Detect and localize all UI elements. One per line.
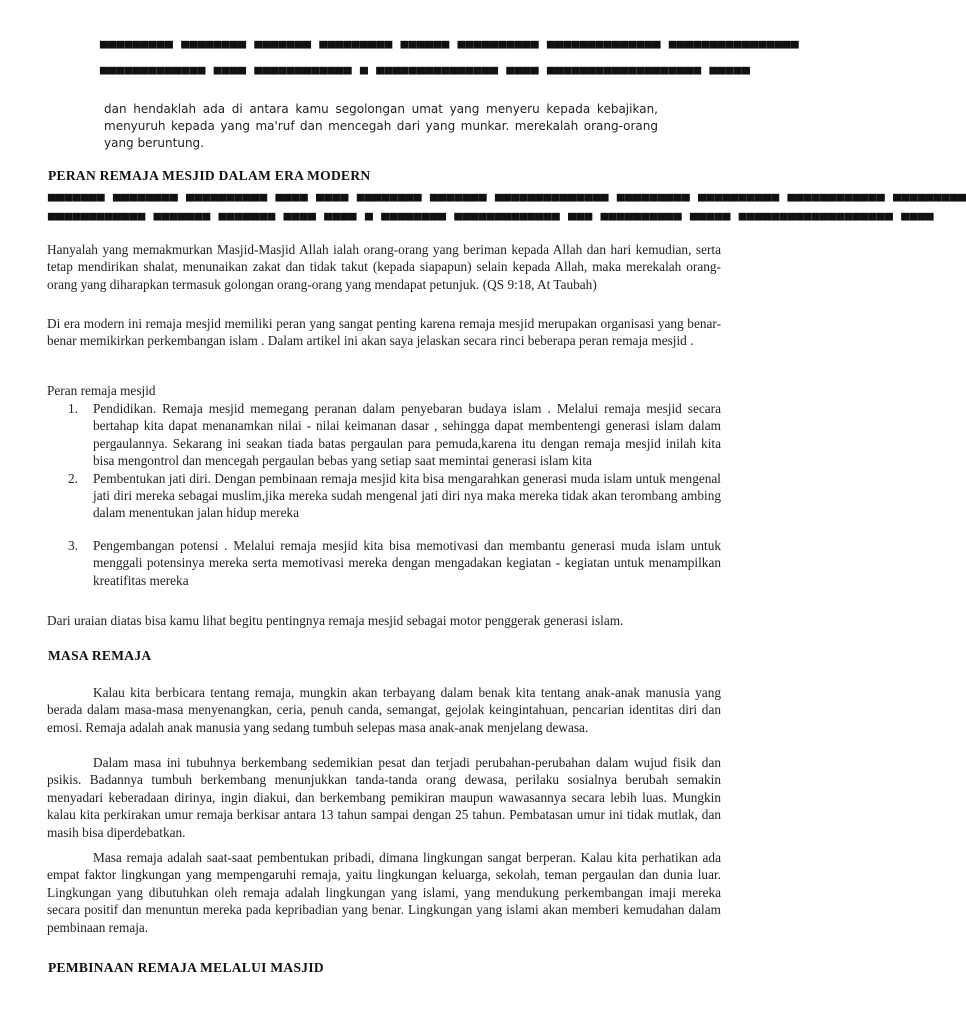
list-item-text: Pembentukan jati diri. Dengan pembinaan remaja mesjid kita bisa mengarahkan generasi muda islam untuk mengenal jati diri mereka sebagai muslim,jika mereka sudah mengenal jati diri nya maka mereka tidak akan terombang ambing dalam menentukan jalan hidup mereka bbox=[93, 470, 721, 521]
conclusion-paragraph: Dari uraian diatas bisa kamu lihat begitu pentingnya remaja mesjid sebagai motor penggerak generasi islam. bbox=[47, 613, 624, 628]
verse-2-translation: Hanyalah yang memakmurkan Masjid-Masjid Allah ialah orang-orang yang beriman kepada Allah dan hari kemudian, serta tetap mendirikan shalat, menunaikan zakat dan tidak takut (kepada siapapun) selain kepada Allah, maka merekalah orang-orang yang diharapkan termasuk golongan orang-orang yang mendapat petunjuk. (QS 9:18, At Taubah) bbox=[47, 242, 721, 292]
section-heading-pembinaan-remaja: PEMBINAAN REMAJA MELALUI MASJID bbox=[48, 960, 324, 975]
list-item-text: Pengembangan potensi . Melalui remaja mesjid kita bisa memotivasi dan membantu generasi muda islam untuk menggali potensinya mereka serta memotivasi mereka dengan mengadakan kegiatan - kegiatan untuk menampilkan kreatifitas mereka bbox=[93, 537, 721, 588]
list-item bbox=[48, 537, 721, 589]
masa-remaja-paragraph-3: Masa remaja adalah saat-saat pembentukan pribadi, dimana lingkungan sangat berperan. Kalau kita perhatikan ada empat faktor lingkungan yang mempengaruhi remaja, yaitu lingkungan keluarga, sekolah, teman pergaulan dan dunia luar. Lingkungan yang dibutuhkan oleh remaja adalah lingkungan yang islami, yang mendukung perkembangan imaji mereka secara positif dan menuntun mereka pada kepribadian yang benar. Lingkungan yang islami akan memberi kemudahan dalam pembinaan remaja. bbox=[47, 850, 721, 935]
arabic-verse-1-line-2: ▀▀▀▀▀▀▀▀▀▀▀▀▀ ▀▀▀▀ ▀▀▀▀▀▀▀▀▀▀▀▀ ▀ ▀▀▀▀▀▀▀▀▀▀▀▀▀▀▀ ▀▀▀▀ ▀▀▀▀▀▀▀▀▀▀▀▀▀▀▀▀▀▀▀ ▀▀▀▀▀ bbox=[100, 68, 751, 83]
section-heading-peran-remaja: PERAN REMAJA MESJID DALAM ERA MODERN bbox=[48, 168, 371, 183]
verse-1-translation: dan hendaklah ada di antara kamu segolongan umat yang menyeru kepada kebajikan, menyuruh kepada yang ma'ruf dan mencegah dari yang munkar. merekalah orang-orang yang beruntung. bbox=[104, 102, 658, 150]
masa-remaja-paragraph-2: Dalam masa ini tubuhnya berkembang sedemikian pesat dan terjadi perubahan-perubahan dalam wujud fisik dan psikis. Badannya tumbuh berkembang menunjukkan tanda-tanda orang dewasa, perilaku sosialnya berubah semakin menyadari keberadaan dirinya, ingin diakui, dan berkembang pemikiran maupun wawasannya secara lebih luas. Mungkin kalau kita perkirakan umur remaja berkisar antara 13 tahun sampai dengan 25 tahun. Pembatasan umur ini tidak mutlak, dan masih bisa diperdebatkan. bbox=[47, 755, 721, 840]
roles-list bbox=[48, 400, 721, 589]
list-item bbox=[48, 400, 721, 470]
list-item-number: 2. bbox=[68, 470, 78, 486]
list-item-text: Pendidikan. Remaja mesjid memegang peranan dalam penyebaran budaya islam . Melalui remaja mesjid secara bertahap kita dapat menanamkan nilai - nilai keimanan dasar , sehingga dapat membentengi generasi islam dalam pergaulannya. Sekarang ini seakan tiada batas pergaulan para pemuda,karena itu dengan remaja mesjid inilah kita bisa mengontrol dan mencegah pergaulan bebas yang setiap saat memintai generasi islam kita bbox=[93, 401, 721, 469]
arabic-verse-2-line-1: ▀▀▀▀▀▀▀ ▀▀▀▀▀▀▀▀ ▀▀▀▀▀▀▀▀▀▀ ▀▀▀▀ ▀▀▀▀ ▀▀▀▀▀▀▀▀ ▀▀▀▀▀▀▀ ▀▀▀▀▀▀▀▀▀▀▀▀▀▀ ▀▀▀▀▀▀▀▀▀ ▀▀▀▀▀▀▀▀▀▀ ▀▀▀▀▀▀▀▀▀▀▀▀ ▀▀▀▀▀▀▀▀▀ bbox=[48, 195, 966, 210]
arabic-verse-1-line-1: ▀▀▀▀▀▀▀▀▀ ▀▀▀▀▀▀▀▀ ▀▀▀▀▀▀▀ ▀▀▀▀▀▀▀▀▀ ▀▀▀▀▀▀ ▀▀▀▀▀▀▀▀▀▀ ▀▀▀▀▀▀▀▀▀▀▀▀▀▀ ▀▀▀▀▀▀▀▀▀▀▀▀▀▀▀▀ bbox=[100, 42, 799, 57]
masa-remaja-paragraph-1: Kalau kita berbicara tentang remaja, mungkin akan terbayang dalam benak kita tentang anak-anak manusia yang berada dalam masa-masa menyenangkan, ceria, penuh canda, semangat, gejolak keingintahuan, pencarian identitas diri dan emosi. Remaja adalah anak manusia yang sedang tumbuh selepas masa anak-anak menjelang dewasa. bbox=[47, 685, 721, 735]
arabic-verse-2-line-2: ▀▀▀▀▀▀▀▀▀▀▀▀ ▀▀▀▀▀▀▀ ▀▀▀▀▀▀▀ ▀▀▀▀ ▀▀▀▀ ▀ ▀▀▀▀▀▀▀▀ ▀▀▀▀▀▀▀▀▀▀▀▀▀ ▀▀▀ ▀▀▀▀▀▀▀▀▀▀ ▀▀▀▀▀ ▀▀▀▀▀▀▀▀▀▀▀▀▀▀▀▀▀▀▀ ▀▀▀▀ bbox=[48, 214, 934, 229]
list-item-number: 3. bbox=[68, 537, 78, 553]
list-item-number: 1. bbox=[68, 401, 78, 416]
list-label: Peran remaja mesjid bbox=[47, 383, 156, 398]
intro-paragraph: Di era modern ini remaja mesjid memiliki peran yang sangat penting karena remaja mesjid merupakan organisasi yang benar-benar memikirkan perkembangan islam . Dalam artikel ini akan saya jelaskan secara rinci beberapa peran remaja mesjid . bbox=[47, 316, 721, 349]
list-item bbox=[48, 470, 721, 522]
section-heading-masa-remaja: MASA REMAJA bbox=[48, 648, 152, 663]
